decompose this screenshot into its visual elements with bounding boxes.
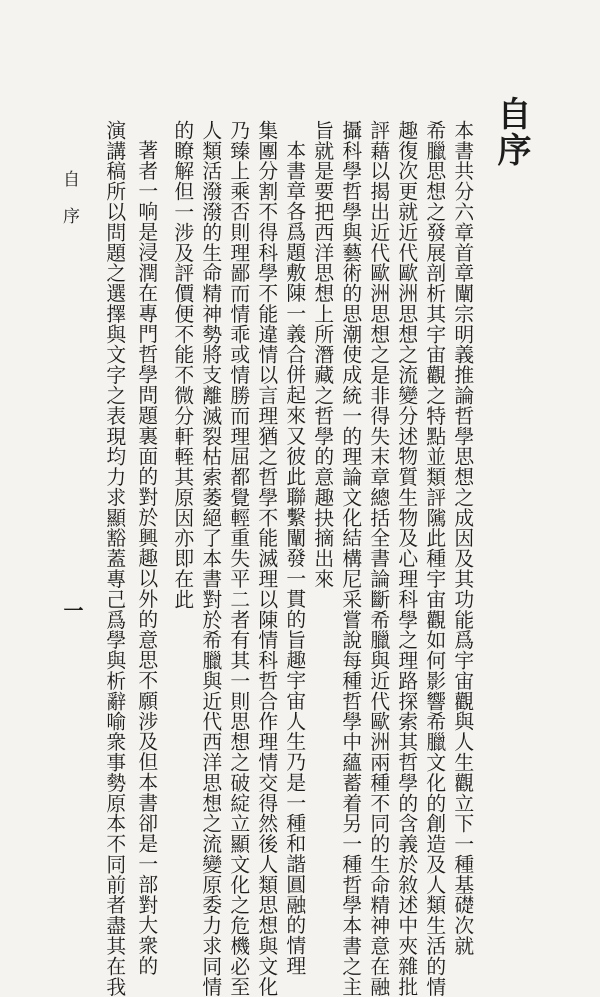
- page-title: 自序: [491, 96, 531, 168]
- page-number: 一: [60, 600, 84, 620]
- text-column-9: 乃臻上乘否則理鄙而情乖或情勝而理屈都覺輕重失平二者有其一則思想之破綻立顯文化之危機必至: [226, 120, 250, 997]
- text-column-6: 旨就是要把西洋思想上所潛藏之哲學的意趣抉摘出來: [310, 120, 334, 589]
- text-column-4: 評藉以揭出近代歐洲思想之是非得失末章總括全書論斷希臘與近代歐洲兩種不同的生命精神意在融: [366, 120, 390, 997]
- running-head: 自序: [59, 170, 79, 244]
- text-column-5: 攝科學哲學與藝術的思潮使成統一的理論文化結構尼采嘗說每種哲學中蘊蓄着另一種哲學本書之主: [338, 120, 362, 997]
- text-column-2: 希臘思想之發展剖析其宇宙觀之特點並類評隲此種宇宙觀如何影響希臘文化的創造及人類生活的情: [422, 120, 446, 997]
- text-column-8: 集團分割不得科學不能違情以言理猶之哲學不能滅理以陳情科哲合作理情交得然後人類思想與文化: [254, 120, 278, 997]
- text-column-13: 演講稿所以問題之選擇與文字之表現均力求顯豁蓋專己爲學與析辭喻衆事勢原本不同前者盡其在我: [102, 120, 126, 997]
- text-column-12: 著者一响是浸潤在專門哲學問題裏面的對於興趣以外的意思不願涉及但本書卻是一部對大衆的: [134, 140, 158, 976]
- text-column-3: 趣復次更就近代歐洲思想之流變分述物質生物及心理科學之理路探索其哲學的含義於敘述中夾雜批: [394, 120, 418, 997]
- text-column-11: 的瞭解但一涉及評價便不能不微分軒輊其原因亦即在此: [170, 120, 194, 610]
- text-column-7: 本書章各爲題敷陳一義合併起來又彼此聯繫闡發一貫的旨趣宇宙人生乃是一種和諧圓融的情理: [282, 140, 306, 976]
- text-column-10: 人類活潑潑的生命精神勢將支離滅裂枯索萎絕了本書對於希臘與近代西洋思想之流變原委力求同情: [198, 120, 222, 997]
- text-column-1: 本書共分六章首章闡宗明義推論哲學思想之成因及其功能爲宇宙觀與人生觀立下一種基礎次就: [450, 120, 474, 956]
